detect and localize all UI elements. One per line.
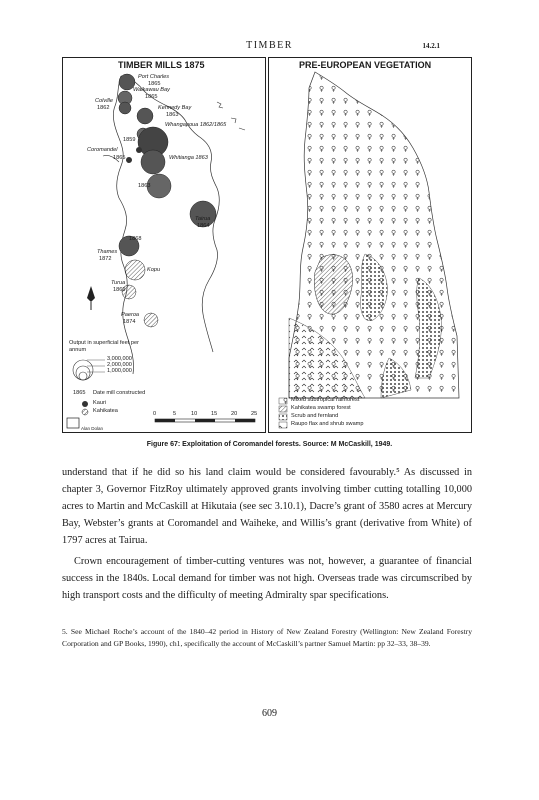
legend-year-sample: 1865	[73, 390, 86, 396]
legend-kauri: Kauri	[93, 400, 107, 406]
page-number: 609	[262, 708, 277, 719]
label-1863: 1863	[138, 183, 151, 189]
label-paeroa-year: 1874	[123, 319, 136, 325]
figure-caption: Figure 67: Exploitation of Coromandel forests. Source: M McCaskill, 1949.	[146, 441, 393, 448]
legend-kahikatea: Kahikatea	[93, 408, 118, 414]
label-kennedy-bay: Kennedy Bay	[158, 105, 192, 111]
label-waikawau-year: 1865	[145, 94, 158, 100]
label-thames: Thames	[97, 249, 118, 255]
label-tairua-year: 1864	[197, 223, 210, 229]
scale-15: 15	[211, 411, 218, 417]
scale-10: 10	[191, 411, 198, 417]
legend-value-3m: 3,000,000	[107, 356, 132, 362]
scale-25: 25	[251, 411, 258, 417]
figure-maps	[62, 57, 472, 433]
label-paeroa: Paeroa	[121, 312, 140, 318]
legend-rainforest: Mixed subtropical rainforest	[291, 397, 360, 403]
scale-20: 20	[231, 411, 238, 417]
legend-raupo: Raupo flax and shrub swamp	[291, 421, 364, 427]
timber-mills-map-drawing	[63, 58, 266, 433]
paragraph: Crown encouragement of timber-cutting ventures was not, however, a guarantee of financial success in the 1840s. Local demand for timber was not high. Overseas trade was circumscribed by high transport costs and the difficulty of meeting Admiralty spar specifications.	[62, 556, 472, 601]
legend-year-text: Date mill constructed	[93, 390, 146, 396]
label-1868: 1868	[129, 236, 142, 242]
label-port-charles-year: 1865	[148, 81, 161, 87]
legend-output-title: Output in superficial feet per annum	[69, 340, 139, 353]
label-colville-year: 1862	[97, 105, 110, 111]
label-colville: Colville	[95, 98, 114, 104]
label-whitianga: Whitianga 1863	[169, 155, 208, 161]
label-kopu: Kopu	[147, 267, 161, 273]
legend-scrub: Scrub and fernland	[291, 413, 339, 419]
vegetation-title: PRE-EUROPEAN VEGETATION	[299, 60, 432, 70]
label-tairua: Tairua	[195, 216, 211, 222]
label-thames-year: 1872	[99, 256, 112, 262]
label-coromandel-year: 1865	[113, 155, 126, 161]
label-turua: Turua	[111, 280, 126, 286]
label-kennedy-year: 1863	[166, 112, 179, 118]
label-1859: 1859	[123, 137, 136, 143]
body-text	[62, 464, 472, 608]
legend-value-1m: 1,000,000	[107, 368, 132, 374]
running-head: TIMBER	[246, 40, 293, 51]
map-credit: Alan Dolan	[81, 426, 104, 431]
legend-value-2m: 2,000,000	[107, 362, 132, 368]
section-number: 14.2.1	[422, 42, 440, 50]
label-port-charles: Port Charles	[138, 74, 170, 80]
paragraph: understand that if he did so his land claim would be considered favourably.⁵ As discussed in chapter 3, Governor FitzRoy ultimately approved grants involving timber cutting totalling 10,000 acres to Martin and McCaskill at Hikutaia (see sec 3.10.1), Dacre’s grant of 3580 acres at Mercury Bay, Webster’s grants at Coromandel and Waiheke, and Willis’s grant (derivative from White) of 1797 acres at Tairua.	[62, 467, 472, 546]
label-turua-year: 1869	[113, 287, 126, 293]
vegetation-map-drawing	[269, 58, 472, 433]
scale-0: 0	[153, 411, 157, 417]
legend-swamp-forest: Kahikatea swamp forest	[291, 405, 351, 411]
label-coromandel: Coromandel	[87, 147, 118, 153]
label-whangapoua: Whangapoua 1862/1865	[165, 122, 227, 128]
footnote: 5. See Michael Roche’s account of the 1840–42 period in History of New Zealand Forestry (Wellington: New Zealand Forestry Corporation and GP Books, 1990), ch1, specifically the account of McCaskill’s partner Samuel Martin: pp 32–33, 38–39.	[62, 627, 472, 648]
vegetation-map	[268, 57, 472, 433]
label-waikawau-bay: Waikawau Bay	[133, 87, 170, 93]
timber-mills-title: TIMBER MILLS 1875	[118, 60, 205, 70]
timber-mills-map	[62, 57, 266, 433]
scale-5: 5	[173, 411, 177, 417]
